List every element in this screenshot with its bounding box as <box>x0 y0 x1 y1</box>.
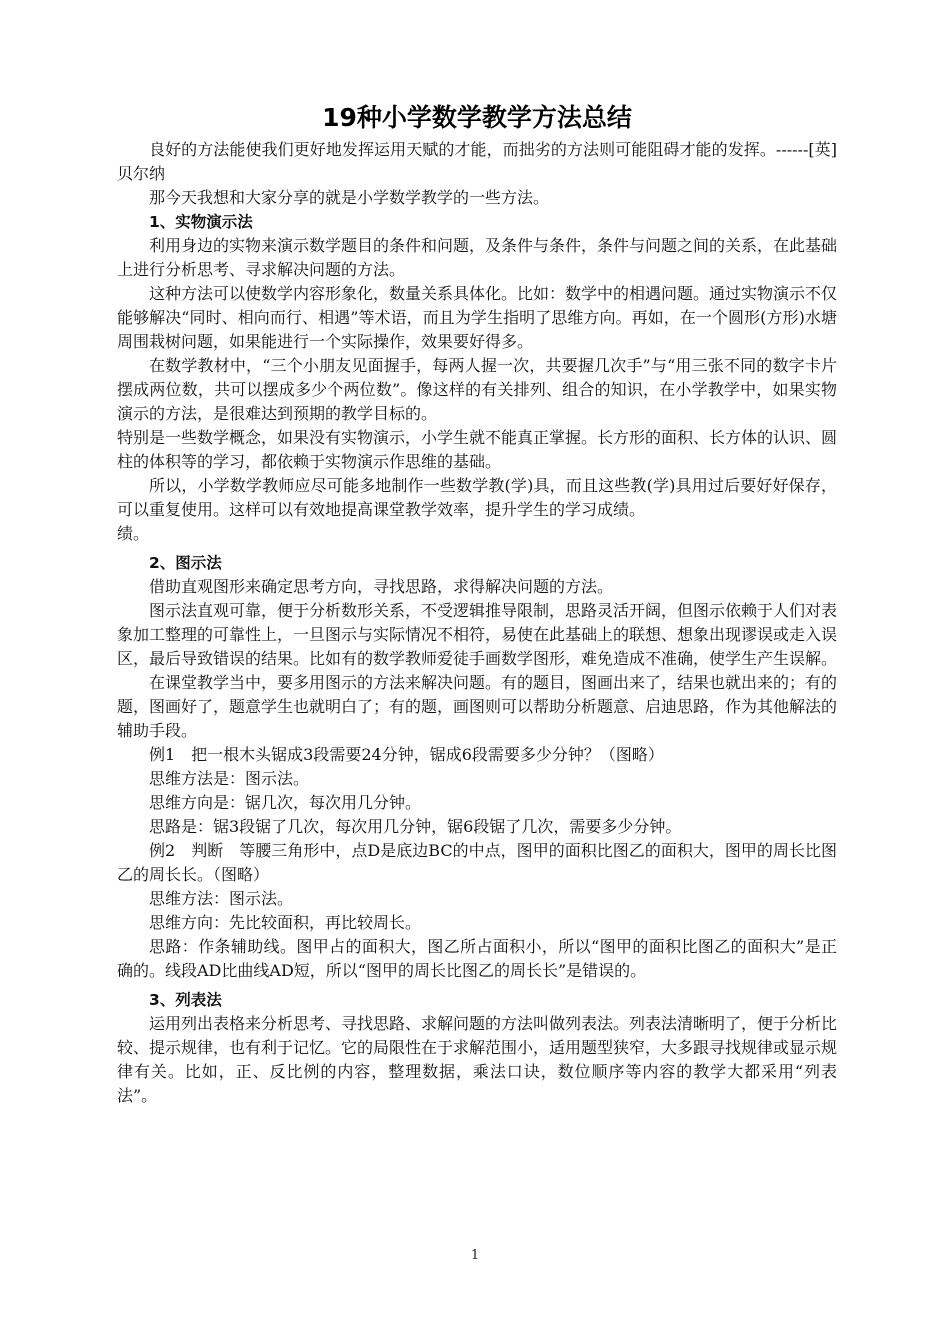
section-heading-table: 3、列表法 <box>149 991 222 1009</box>
paragraph-fragment: 绩。 <box>117 524 150 543</box>
paragraph: 特别是一些数学概念，如果没有实物演示，小学生就不能真正掌握。长方形的面积、长方体的认识、圆柱的体积等的学习，都依赖于实物演示作思维的基础。 <box>117 428 838 471</box>
intro-quote: 良好的方法能使我们更好地发挥运用天赋的才能，而拙劣的方法则可能阻碍才能的发挥。------[英]贝尔纳 <box>117 140 837 183</box>
document-page <box>117 100 837 1108</box>
document-title: 19种小学数学教学方法总结 <box>322 103 632 132</box>
paragraph: 思路是：锯3段锯了几次，每次用几分钟，锯6段锯了几次，需要多少分钟。 <box>149 817 682 836</box>
paragraph: 图示法直观可靠，便于分析数形关系，不受逻辑推导限制，思路灵活开阔，但图示依赖于人们对表象加工整理的可靠性上，一旦图示与实际情况不相符，易使在此基础上的联想、想象出现谬误或走入误区，最后导致错误的结果。比如有的数学教师爱徒手画数学图形，难免造成不准确，使学生产生误解。 <box>117 601 838 668</box>
paragraph: 思维方法是：图示法。 <box>149 769 310 788</box>
page-number: 1 <box>470 1248 480 1263</box>
paragraph: 利用身边的实物来演示数学题目的条件和问题，及条件与条件，条件与问题之间的关系，在此基础上进行分析思考、寻求解决问题的方法。 <box>117 236 838 279</box>
paragraph: 在课堂教学当中，要多用图示的方法来解决问题。有的题目，图画出来了，结果也就出来的；有的题，图画好了，题意学生也就明白了；有的题，画图则可以帮助分析题意、启迪思路，作为其他解法的辅助手段。 <box>117 673 838 740</box>
paragraph: 这种方法可以使数学内容形象化，数量关系具体化。比如：数学中的相遇问题。通过实物演示不仅能够解决“同时、相向而行、相遇”等术语，而且为学生指明了思维方向。再如，在一个圆形(方形)水塘周围栽树问题，如果能进行一个实际操作，效果要好得多。 <box>117 284 838 351</box>
paragraph: 运用列出表格来分析思考、寻找思路、求解问题的方法叫做列表法。列表法清晰明了，便于分析比较、提示规律，也有利于记忆。它的局限性在于求解范围小，适用题型狭窄，大多跟寻找规律或显示规律有关。比如，正、反比例的内容，整理数据，乘法口诀，数位顺序等内容的教学大都采用“列表法”。 <box>117 1014 838 1105</box>
paragraph: 思维方法：图示法。 <box>149 889 294 908</box>
example-1: 例1 把一根木头锯成3段需要24分钟，锯成6段需要多少分钟？（图略） <box>149 745 664 764</box>
intro-paragraph: 那今天我想和大家分享的就是小学数学教学的一些方法。 <box>149 188 550 207</box>
paragraph: 在数学教材中，“三个小朋友见面握手，每两人握一次，共要握几次手”与“用三张不同的数字卡片摆成两位数，共可以摆成多少个两位数”。像这样的有关排列、组合的知识，在小学教学中，如果实物演示的方法，是很难达到预期的教学目标的。 <box>117 356 837 423</box>
paragraph: 思维方向：先比较面积，再比较周长。 <box>149 913 422 932</box>
paragraph: 所以，小学数学教师应尽可能多地制作一些数学教(学)具，而且这些教(学)具用过后要好好保存，可以重复使用。这样可以有效地提高课堂教学效率，提升学生的学习成绩。 <box>117 476 837 519</box>
paragraph: 思维方向是：锯几次，每次用几分钟。 <box>149 793 422 812</box>
example-2: 例2 判断 等腰三角形中，点D是底边BC的中点，图甲的面积比图乙的面积大，图甲的周长比图乙的周长长。（图略） <box>117 841 837 884</box>
section-heading-demo: 1、实物演示法 <box>149 213 253 231</box>
paragraph: 思路：作条辅助线。图甲占的面积大，图乙所占面积小，所以“图甲的面积比图乙的面积大”是正确的。线段AD比曲线AD短，所以“图甲的周长比图乙的周长长”是错误的。 <box>117 937 837 980</box>
section-heading-diagram: 2、图示法 <box>149 554 222 572</box>
paragraph: 借助直观图形来确定思考方向，寻找思路，求得解决问题的方法。 <box>149 577 614 596</box>
